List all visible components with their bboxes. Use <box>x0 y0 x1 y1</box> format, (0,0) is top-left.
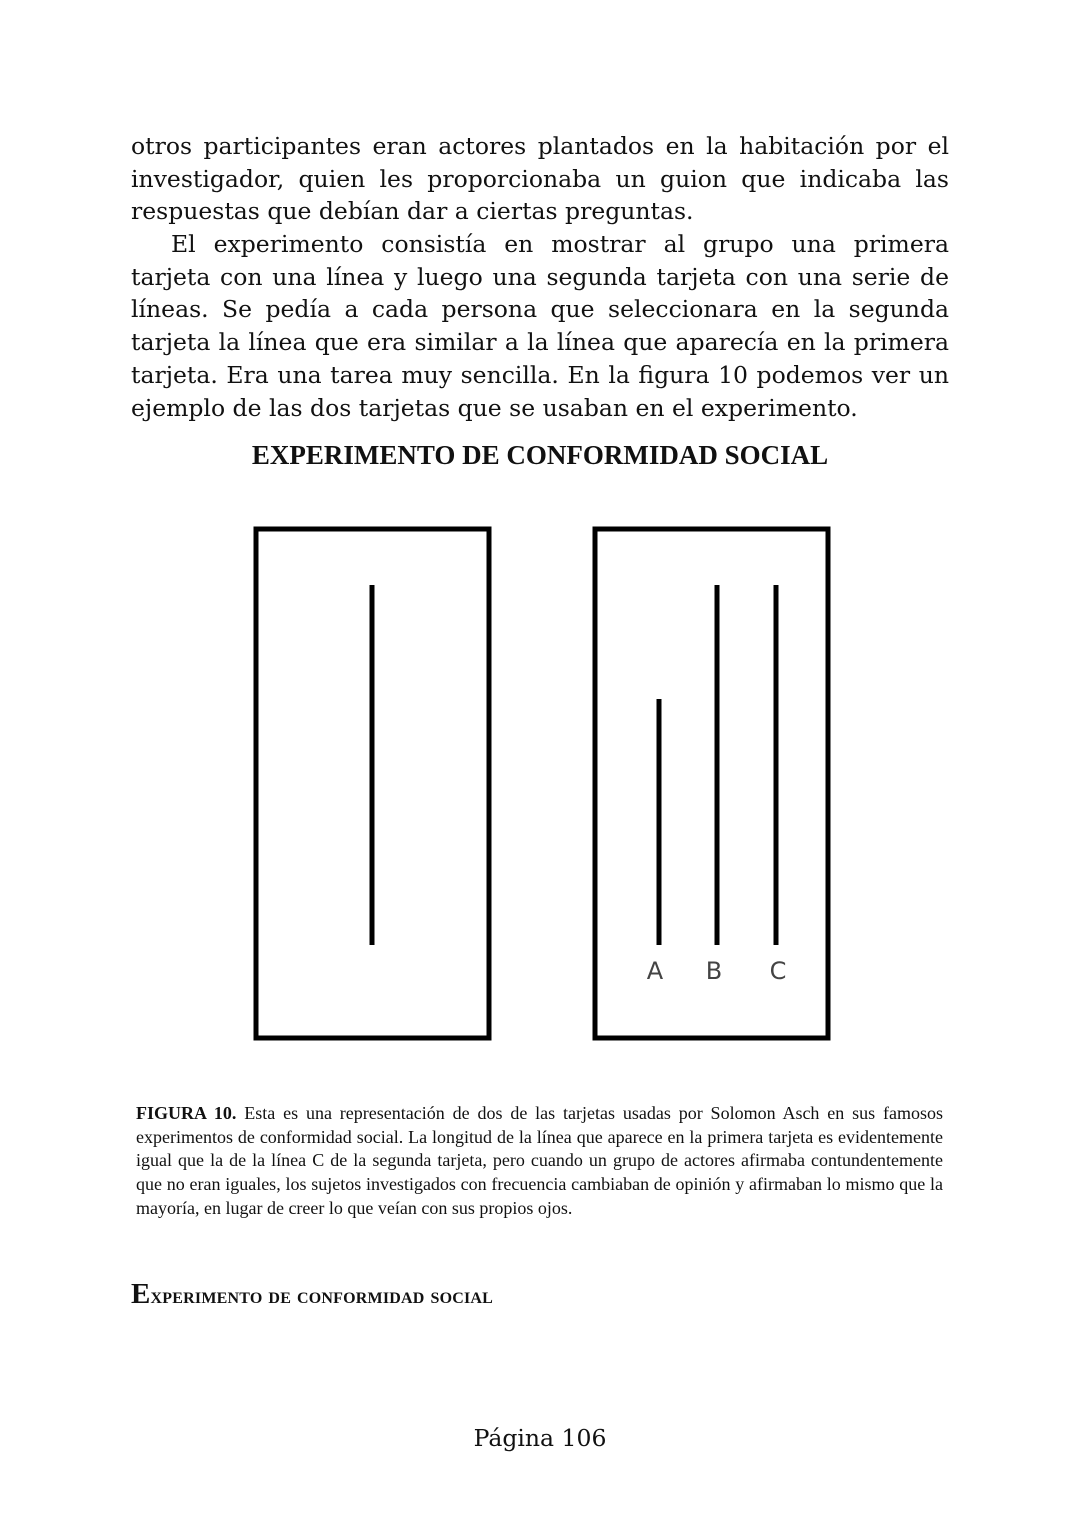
caption-label: FIGURA 10. <box>136 1103 237 1123</box>
page-number: Página 106 <box>473 1424 607 1452</box>
section-heading <box>131 1278 493 1311</box>
figure-title: EXPERIMENTO DE CONFORMIDAD SOCIAL <box>251 440 829 470</box>
body-paragraph-2: El experimento consistía en mostrar al grupo una primera tarjeta con una línea y luego una segunda tarjeta con una serie de líneas. Se pedía a cada persona que seleccionara en la segunda tarjeta la línea que era similar a la línea que aparecía en la primera tarjeta. Era una tarea muy sencilla. En la figura 10 podemos ver un ejemplo de las dos tarjetas que se usaban en el experimento. <box>131 230 949 422</box>
asch-cards-figure <box>0 500 1080 1060</box>
figure-caption <box>136 1102 943 1221</box>
section-heading-initial: E <box>131 1278 151 1310</box>
line-label-c: C <box>769 957 787 985</box>
caption-text: Esta es una representación de dos de las tarjetas usadas por Solomon Asch en sus famosos experimentos de conformidad social. La longitud de la línea que aparece en la primera tarjeta es evidentemente igual que la de la línea C de la segunda tarjeta, pero cuando un grupo de actores afirmaba contundentemente que no eran iguales, los sujetos investigados con frecuencia cambiaban de opinión y afirmaban lo mismo que la mayoría, en lugar de creer lo que veían con sus propios ojos. <box>136 1103 944 1218</box>
line-label-b: B <box>705 957 723 985</box>
line-label-a: A <box>646 957 664 985</box>
section-heading-rest: xperimento de conformidad social <box>150 1283 494 1308</box>
body-paragraph-1: otros participantes eran actores plantados en la habitación por el investigador, quien les proporcionaba un guion que indicaba las respuestas que debían dar a ciertas preguntas. <box>131 132 949 226</box>
